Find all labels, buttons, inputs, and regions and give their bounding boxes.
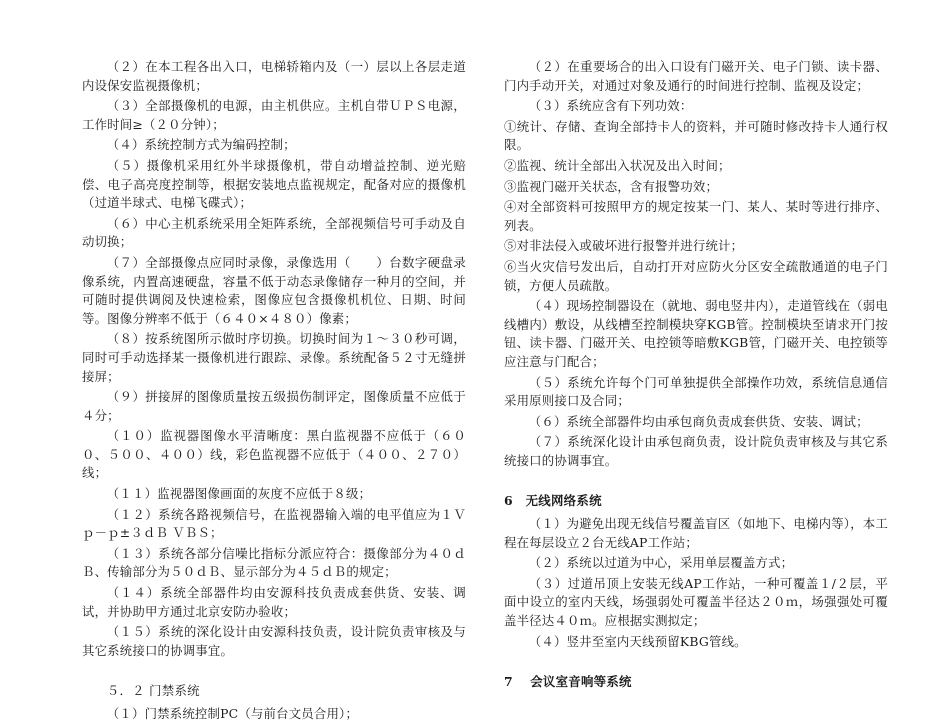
paragraph-access-3: （３）系统应含有下列功效： — [528, 98, 693, 114]
spacer — [504, 472, 888, 492]
paragraph-access-7: （７）系统深化设计由承包商负责，设计院负责审核及与其它系统接口的协调事宜。 — [504, 434, 888, 468]
paragraph-access-5: （５）系统允许每个门可单独提供全部操作功效，系统信息通信采用原则接口及合同； — [504, 374, 888, 409]
paragraph-cctv-7: （７）全部摄像点应同时录像，录像选用（ ）台数字硬盘录像系统，内置高速硬盘，容量不低于动态录像储存一种月的空间，并可随时提供调阅及快速检索，图像应包含摄像机机位、日期、时间等。图像分辨率不低于（６４０×４８０）像素； — [82, 254, 466, 326]
paragraph-cctv-5: （５）摄像机采用红外半球摄像机，带自动增益控制、逆光赔偿、电子高亮度控制等，根据安装地点监视规定，配备对应的摄像机（过道半球式、电梯飞碟式）； — [82, 157, 466, 211]
paragraph-cctv-3: （３）全部摄像机的电源，由主机供应。主机自带ＵＰＳ电源，工作时间≥（２０分钟）； — [82, 98, 466, 132]
paragraph-cctv-13: （１３）系统各部分信噪比指标分派应符合：摄像部分为４０ｄＢ、传输部分为５０ｄＢ、显示部分为４５ｄＢ的规定； — [82, 545, 466, 580]
paragraph-access-4: （４）现场控制器设在（就地、弱电竖井内），走道管线在（弱电线槽内）敷设，从线槽至控制模块穿KGB管。控制模块至请求开门按钮、读卡器、门磁开关、电控锁等暗敷KGB管，门磁开关、电控锁等应注意与门配合； — [504, 298, 888, 369]
function-item-5: ⑤对非法侵入或破坏进行报警并进行统计； — [504, 238, 744, 254]
paragraph-wireless-2: （２）系统以过道为中心，采用单层覆盖方式； — [528, 555, 794, 571]
right-column — [504, 58, 888, 696]
paragraph-cctv-11: （１１）监视器图像画面的灰度不应低于８级； — [106, 486, 372, 502]
function-item-6: ⑥当火灾信号发出后，自动打开对应防火分区安全疏散通道的电子门锁，方便人员疏散。 — [504, 258, 888, 293]
function-item-3: ③监视门磁开关状态，含有报警功效； — [504, 178, 719, 194]
paragraph-cctv-15: （１５）系统的深化设计由安源科技负责，设计院负责审核及与其它系统接口的协调事宜。 — [82, 624, 466, 658]
paragraph-access-6: （６）系统全部器件均由承包商负责成套供货、安装、调试； — [528, 413, 869, 429]
function-item-2: ②监视、统计全部出入状况及出入时间； — [504, 157, 731, 173]
paragraph-cctv-2: （２）在本工程各出入口，电梯轿箱内及（一）层以上各层走道内设保安监视摄像机； — [82, 59, 466, 93]
paragraph-access-2: （２）在重要场合的出入口设有门磁开关、电子门锁、读卡器、门内手动开关，对通过对象及通行的时间进行控制、监视及设定； — [504, 59, 888, 93]
paragraph-cctv-6: （６）中心主机系统采用全矩阵系统，全部视频信号可手动及自动切换； — [82, 215, 466, 250]
paragraph-cctv-4: （４）系统控制方式为编码控制； — [106, 137, 296, 153]
section-heading-access-control: ５．２ 门禁系统 — [106, 683, 200, 699]
paragraph-wireless-1: （１）为避免出现无线信号覆盖盲区（如地下、电梯内等），本工程在每层设立２台无线AP工作站； — [504, 516, 888, 550]
section-heading-wireless: 6 无线网络系统 — [504, 493, 602, 509]
paragraph-cctv-8: （８）按系统图所示做时序切换。切换时间为１～３０秒可调，同时可手动选择某一摄像机进行跟踪、录像。系统配备５２寸无缝拼接屏； — [82, 331, 466, 384]
function-item-4: ④对全部资料可按照甲方的规定按某一门、某人、某时等进行排序、列表。 — [504, 199, 888, 233]
paragraph-wireless-4: （４）竖井至室内天线预留KBG管线。 — [528, 633, 747, 649]
paragraph-cctv-14: （１４）系统全部器件均由安源科技负责成套供货、安装、调试，并协助甲方通过北京安防办验收； — [82, 585, 466, 619]
section-heading-meeting-audio: 7 会议室音响等系统 — [504, 674, 632, 690]
paragraph-cctv-12: （１２）系统各路视频信号，在监视器输入端的电平值应为１Ｖｐ－ｐ±３ｄＢ ＶＢＳ； — [82, 506, 466, 541]
paragraph-cctv-9: （９）拼接屏的图像质量按五级损伤制评定，图像质量不应低于４分； — [82, 389, 466, 423]
function-item-1: ①统计、存储、查询全部持卡人的资料，并可随时修改持卡人通行权限。 — [504, 118, 888, 153]
paragraph-wireless-3: （３）过道吊顶上安装无线AP工作站，一种可覆盖１/２层，平面中设立的室内天线，场强弱处可覆盖半径达２０ｍ，场强强处可覆盖半径达４０ｍ。应根据实测拟定； — [504, 575, 888, 629]
spacer — [504, 653, 888, 673]
paragraph-cctv-10: （１０）监视器图像水平清晰度：黑白监视器不应低于（６００、５００、４００）线，彩色监视器不应低于（４００、２７０）线； — [82, 428, 466, 481]
paragraph-access-1: （１）门禁系统控制PC（与前台文员合用）； — [106, 706, 359, 721]
left-column — [82, 58, 466, 726]
spacer — [82, 662, 466, 682]
